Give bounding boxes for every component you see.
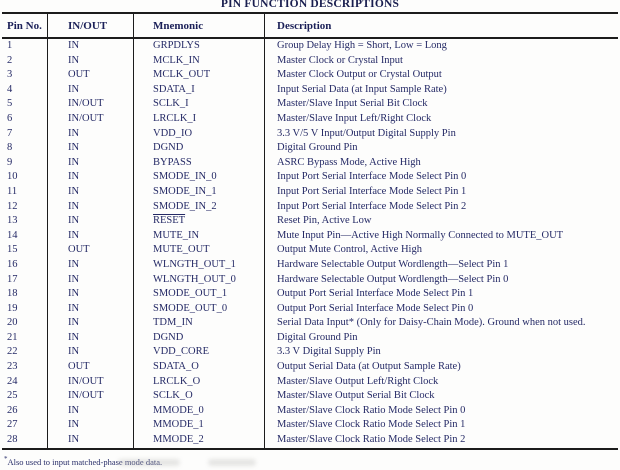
cell-mnemonic: MMODE_1: [133, 418, 264, 433]
cell-description: Mute Input Pin—Active High Normally Connected to MUTE_OUT: [264, 229, 618, 244]
cell-pin: 18: [7, 288, 18, 300]
table-row: [2, 404, 618, 419]
cell-pin: 19: [7, 302, 18, 314]
table-row: [2, 433, 618, 448]
cell-pin: 24: [7, 375, 18, 387]
table-body: [2, 39, 618, 448]
cell-inout: IN: [47, 214, 133, 229]
cell-description: Hardware Selectable Output Wordlength—Select Pin 0: [264, 273, 618, 288]
cell-inout: OUT: [47, 360, 133, 375]
pin-function-table: [2, 12, 618, 450]
table-row: [2, 331, 618, 346]
column-header-description: Description: [264, 14, 618, 37]
cell-description: Output Mute Control, Active High: [264, 243, 618, 258]
cell-description: Output Serial Data (at Output Sample Rate): [264, 360, 618, 375]
table-row: [2, 375, 618, 390]
cell-mnemonic: WLNGTH_OUT_0: [133, 273, 264, 288]
column-header-mnemonic: Mnemonic: [133, 14, 264, 37]
table-row: [2, 68, 618, 83]
cell-description: Digital Ground Pin: [264, 331, 618, 346]
table-row: [2, 141, 618, 156]
cell-description: Master/Slave Input Serial Bit Clock: [264, 97, 618, 112]
table-row: [2, 287, 618, 302]
table-row: [2, 273, 618, 288]
cell-pin: 25: [7, 390, 18, 402]
cell-mnemonic: SDATA_O: [133, 360, 264, 375]
cell-pin: 7: [7, 127, 13, 139]
cell-mnemonic: SMODE_IN_1: [133, 185, 264, 200]
cell-inout: IN: [47, 316, 133, 331]
table-row: [2, 389, 618, 404]
cell-pin: 14: [7, 229, 18, 241]
cell-description: Master Clock Output or Crystal Output: [264, 68, 618, 83]
cell-pin: 16: [7, 258, 18, 270]
cell-description: Master/Slave Clock Ratio Mode Select Pin 0: [264, 404, 618, 419]
cell-inout: IN: [47, 418, 133, 433]
table-row: [2, 170, 618, 185]
cell-pin: 27: [7, 419, 18, 431]
cell-pin: 10: [7, 171, 18, 183]
cell-pin: 6: [7, 112, 13, 124]
cell-inout: OUT: [47, 68, 133, 83]
cell-inout: IN: [47, 127, 133, 142]
table-row: [2, 156, 618, 171]
cell-mnemonic: LRCLK_O: [133, 375, 264, 390]
table-row: [2, 185, 618, 200]
cell-inout: IN: [47, 331, 133, 346]
cell-mnemonic: MUTE_OUT: [133, 243, 264, 258]
cell-inout: IN/OUT: [47, 112, 133, 127]
cell-description: Input Port Serial Interface Mode Select Pin 0: [264, 170, 618, 185]
cell-description: Hardware Selectable Output Wordlength—Select Pin 1: [264, 258, 618, 273]
cell-description: Serial Data Input* (Only for Daisy-Chain Mode). Ground when not used.: [264, 316, 618, 331]
table-row: [2, 229, 618, 244]
table-row: [2, 54, 618, 69]
cell-mnemonic: MCLK_IN: [133, 54, 264, 69]
table-row: [2, 112, 618, 127]
table-row: [2, 360, 618, 375]
cell-mnemonic: SCLK_I: [133, 97, 264, 112]
footnote-text: Also used to input matched-phase mode data.: [7, 456, 163, 467]
table-row: [2, 97, 618, 112]
cell-pin: 15: [7, 244, 18, 256]
cell-description: Input Port Serial Interface Mode Select Pin 1: [264, 185, 618, 200]
cell-pin: 20: [7, 317, 18, 329]
cell-mnemonic: MMODE_2: [133, 433, 264, 448]
cell-pin: 11: [7, 185, 18, 197]
cell-pin: 5: [7, 98, 13, 110]
cell-pin: 1: [7, 40, 13, 51]
cell-mnemonic: LRCLK_I: [133, 112, 264, 127]
cell-inout: IN: [47, 156, 133, 171]
column-header-pin-no: Pin No.: [7, 19, 42, 32]
cell-description: Master/Slave Output Serial Bit Clock: [264, 389, 618, 404]
cell-mnemonic: SDATA_I: [133, 83, 264, 98]
cell-description: 3.3 V/5 V Input/Output Digital Supply Pin: [264, 127, 618, 142]
table-row: [2, 345, 618, 360]
cell-mnemonic: SMODE_OUT_0: [133, 302, 264, 317]
cell-mnemonic: [133, 214, 264, 229]
cell-description: 3.3 V Digital Supply Pin: [264, 345, 618, 360]
cell-description: Master/Slave Clock Ratio Mode Select Pin 2: [264, 433, 618, 448]
cell-description: Master Clock or Crystal Input: [264, 54, 618, 69]
page-bleed-through-artifact: [208, 459, 256, 466]
cell-inout: IN: [47, 229, 133, 244]
cell-pin: 28: [7, 434, 18, 446]
cell-inout: IN: [47, 83, 133, 98]
cell-description: Master/Slave Output Left/Right Clock: [264, 375, 618, 390]
cell-pin: 26: [7, 404, 18, 416]
cell-inout: IN: [47, 141, 133, 156]
cell-description: Output Port Serial Interface Mode Select Pin 1: [264, 287, 618, 302]
cell-description: Reset Pin, Active Low: [264, 214, 618, 229]
cell-pin: 17: [7, 273, 18, 285]
table-header-row: [2, 14, 618, 39]
table-row: [2, 316, 618, 331]
cell-pin: 2: [7, 54, 13, 66]
cell-description: Master/Slave Clock Ratio Mode Select Pin 1: [264, 418, 618, 433]
cell-description: Digital Ground Pin: [264, 141, 618, 156]
cell-inout: IN: [47, 185, 133, 200]
cell-inout: IN: [47, 170, 133, 185]
table-row: [2, 83, 618, 98]
cell-mnemonic: MUTE_IN: [133, 229, 264, 244]
cell-mnemonic: MCLK_OUT: [133, 68, 264, 83]
table-row: [2, 127, 618, 142]
cell-inout: IN: [47, 287, 133, 302]
cell-pin: 21: [7, 331, 18, 343]
cell-description: Output Port Serial Interface Mode Select Pin 0: [264, 302, 618, 317]
cell-inout: IN: [47, 200, 133, 215]
table-row: [2, 214, 618, 229]
cell-inout: OUT: [47, 243, 133, 258]
cell-mnemonic: DGND: [133, 141, 264, 156]
cell-inout: IN: [47, 258, 133, 273]
table-title: PIN FUNCTION DESCRIPTIONS: [220, 0, 400, 10]
cell-mnemonic: DGND: [133, 331, 264, 346]
cell-mnemonic: SMODE_OUT_1: [133, 287, 264, 302]
cell-description: Master/Slave Input Left/Right Clock: [264, 112, 618, 127]
overlined-mnemonic: RESET: [153, 215, 186, 227]
cell-mnemonic: BYPASS: [133, 156, 264, 171]
table-row: [2, 243, 618, 258]
cell-pin: 13: [7, 215, 18, 227]
cell-inout: IN: [47, 273, 133, 288]
column-header-in-out: IN/OUT: [47, 14, 133, 37]
cell-pin: 3: [7, 69, 13, 81]
cell-inout: IN: [47, 302, 133, 317]
cell-inout: IN/OUT: [47, 375, 133, 390]
cell-mnemonic: SCLK_O: [133, 389, 264, 404]
page-bleed-through-artifact: [118, 459, 180, 466]
cell-mnemonic: SMODE_IN_0: [133, 170, 264, 185]
table-row: [2, 39, 618, 54]
cell-description: Input Port Serial Interface Mode Select Pin 2: [264, 200, 618, 215]
cell-description: Input Serial Data (at Input Sample Rate): [264, 83, 618, 98]
cell-mnemonic: VDD_CORE: [133, 345, 264, 360]
table-row: [2, 200, 618, 215]
cell-pin: 12: [7, 200, 18, 212]
cell-pin: 9: [7, 156, 13, 168]
cell-pin: 4: [7, 83, 13, 95]
table-row: [2, 258, 618, 273]
cell-mnemonic: MMODE_0: [133, 404, 264, 419]
cell-inout: IN/OUT: [47, 97, 133, 112]
cell-pin: 23: [7, 361, 18, 373]
cell-inout: IN: [47, 433, 133, 448]
table-row: [2, 418, 618, 433]
footnote-marker: *: [4, 454, 8, 463]
cell-pin: 22: [7, 346, 18, 358]
footnote: [4, 454, 620, 467]
cell-pin: 8: [7, 142, 13, 154]
cell-mnemonic: WLNGTH_OUT_1: [133, 258, 264, 273]
cell-inout: IN/OUT: [47, 389, 133, 404]
cell-inout: IN: [47, 345, 133, 360]
cell-mnemonic: SMODE_IN_2: [133, 200, 264, 215]
cell-mnemonic: TDM_IN: [133, 316, 264, 331]
cell-inout: IN: [47, 404, 133, 419]
cell-mnemonic: GRPDLYS: [133, 39, 264, 54]
cell-description: Group Delay High = Short, Low = Long: [264, 39, 618, 54]
cell-description: ASRC Bypass Mode, Active High: [264, 156, 618, 171]
cell-inout: IN: [47, 54, 133, 69]
cell-mnemonic: VDD_IO: [133, 127, 264, 142]
cell-inout: IN: [47, 39, 133, 54]
table-row: [2, 302, 618, 317]
